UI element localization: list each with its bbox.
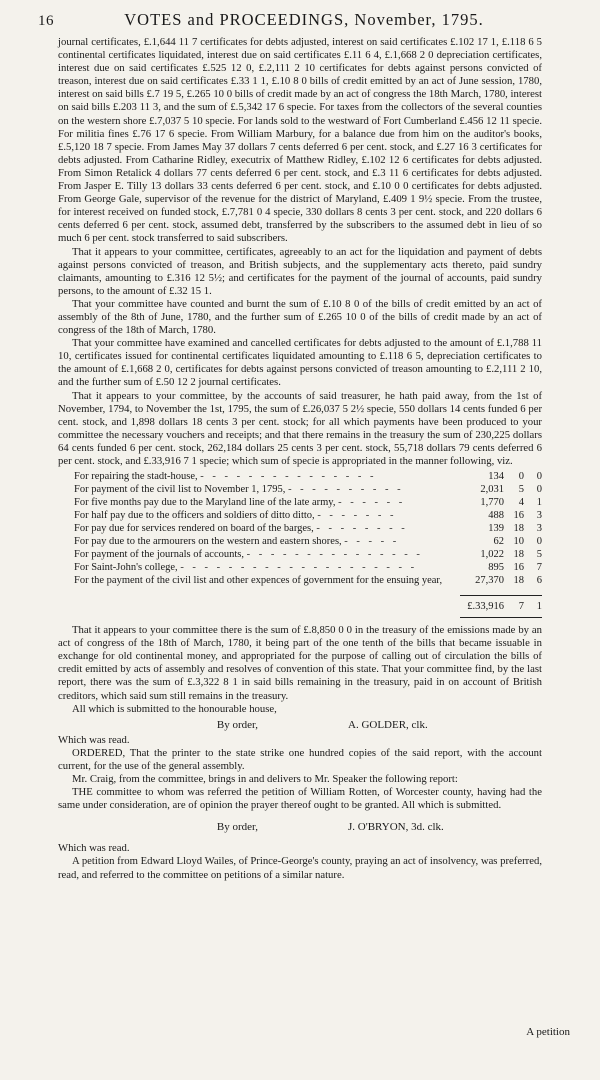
ledger-row: For five months pay due to the Maryland line of the late army, - - - - - - 1,770 4 1 bbox=[74, 497, 542, 509]
ledger-label: For pay due to the armourers on the western and eastern shores, bbox=[74, 536, 342, 548]
ledger-shillings: 18 bbox=[513, 575, 524, 587]
ledger-row: For repairing the stadt-house, - - - - - - - - - - - - - - - 134 0 0 bbox=[74, 471, 542, 483]
catchword: A petition bbox=[526, 1026, 570, 1038]
which-was-read: Which was read. bbox=[58, 733, 130, 746]
clerk-name: J. O'BRYON, 3d. clk. bbox=[348, 821, 444, 834]
ledger-total-shillings: 7 bbox=[518, 601, 524, 613]
ledger-label: For five months pay due to the Maryland line of the late army, bbox=[74, 497, 336, 509]
ledger-pence: 1 bbox=[536, 497, 542, 509]
ledger-pounds: 139 bbox=[488, 523, 504, 535]
paragraph-bills-burnt: That your committee have counted and burnt the sum of £.10 8 0 of the bills of credit emitted by an act of assembly of the 8th of June, 1780, and the further sum of £.265 10 0 of the bills of credit made by an act of congress of the 18th of March, 1780. bbox=[58, 297, 542, 337]
ledger-label: For half pay due to the officers and soldiers of ditto ditto, bbox=[74, 510, 315, 522]
ledger-pence: 5 bbox=[536, 549, 542, 561]
ledger-shillings: 18 bbox=[513, 523, 524, 535]
ledger-total-row bbox=[58, 600, 542, 613]
ledger-pounds: 488 bbox=[488, 510, 504, 522]
ledger-pounds: 2,031 bbox=[480, 484, 504, 496]
ledger-total-pounds: £.33,916 bbox=[467, 601, 504, 613]
paragraph-emissions: That it appears to your committee there is the sum of £.8,850 0 0 in the treasury of the emissions made by an act of congress of the 18th of March, 1780, it being part of the one tenth of the bills that became issuable in exchange for old continental money, and appropriated for the purpose of calling out of circulation the bills of credit emitted by acts of assembly and resolves of convention of this state. That your committee find, by the last report, there was the sum of £.3,322 8 1 in said bills remaining in the treasury, paid in on account of British creditors, which said sum still remains in the treasury. bbox=[58, 624, 542, 702]
ledger-pence: 0 bbox=[536, 536, 542, 548]
ledger-row: For payment of the journals of accounts, - - - - - - - - - - - - - - - 1,022 18 5 bbox=[74, 549, 542, 561]
submitted-line: All which is submitted to the honourable house, bbox=[72, 702, 277, 715]
ledger-shillings: 10 bbox=[513, 536, 524, 548]
ledger-label: For Saint-John's college, bbox=[74, 562, 178, 574]
total-rule bbox=[460, 595, 542, 596]
ledger-row: For pay due for services rendered on board of the barges, - - - - - - - - 139 18 3 bbox=[74, 523, 542, 535]
ledger-label: For repairing the stadt-house, bbox=[74, 471, 198, 483]
ledger-shillings: 16 bbox=[513, 510, 524, 522]
ledger-pence: 7 bbox=[536, 562, 542, 574]
ledger-pounds: 62 bbox=[493, 536, 504, 548]
ledger-shillings: 4 bbox=[518, 497, 524, 509]
ledger-pence: 0 bbox=[536, 471, 542, 483]
ledger-row: For half pay due to the officers and soldiers of ditto ditto, - - - - - - - 488 16 3 bbox=[74, 510, 542, 522]
closing-body bbox=[58, 842, 542, 881]
ledger-shillings: 0 bbox=[518, 471, 524, 483]
appropriation-ledger bbox=[58, 470, 542, 618]
running-title: VOTES and PROCEEDINGS, November, 1795. bbox=[124, 10, 484, 29]
opening-paragraph: journal certificates, £.1,644 11 7 certificates for debts adjusted, interest on said certificates £.102 17 1, £.118 6 5 continental certificates liquidated, interest due on said certificates £.11 6 4, £.1,668 2 0 depreciation certificates, interest due on said certificates £.525 12 0, £.2,111 2 10 certificates for debts against persons convicted of treason, interest due on said certificates £.33 1 1, £.10 8 0 bills of credit emitted by an act of June session, 1780, interest on said bills £.7 19 5, £.265 10 0 bills of credit made by an act of congress the 18th March, 1780, interest on said bills £.203 11 3, and the sum of £.5,342 17 6 specie. For taxes from the collectors of the several counties on the western shore £.7,037 5 10 specie. For lands sold to the westward of Fort Cumberland £.456 12 11 specie. For militia fines £.76 17 6 specie. From William Marbury, for a balance due from him on the auditor's books, £.5,120 18 7 specie. From James May 37 dollars 7 cents deferred 6 per cent. stock, and £.27 16 3 certificates for debts adjusted. From Catharine Ridley, executrix of Matthew Ridley, £.102 12 6 certificates for debts adjusted. From Simon Retalick 4 dollars 77 cents deferred 6 per cent. stock, and £.3 11 6 certificates for debts adjusted. From Jasper E. Tilly 13 dollars 33 cents deferred 6 per cent. stock, and £.10 0 0 certificates for debts adjusted. From George Gale, supervisor of the revenue for the district of Maryland, £.409 1 9½ specie. From the trustee, for interest received on funded stock, £.7,781 0 4 specie, 330 dollars 8 cents 3 per cent. stock, and 220 dollars 6 cents deferred 6 per cent. stock, assumed debt, transferred by the subscribers to the assumed debt in lieu of so much 6 per cent. stock transferred to said subscribers. bbox=[58, 36, 542, 245]
page-header bbox=[38, 10, 542, 36]
ledger-row: For Saint-John's college, - - - - - - - - - - - - - - - - - - - - 895 16 7 bbox=[74, 562, 542, 574]
ledger-pence: 3 bbox=[536, 523, 542, 535]
ledger-pounds: 1,770 bbox=[480, 497, 504, 509]
total-bottom-rule bbox=[460, 613, 542, 618]
clerk-name: A. GOLDER, clk. bbox=[348, 718, 428, 731]
ledger-row: For payment of the civil list to November 1, 1795, - - - - - - - - - - 2,031 5 0 bbox=[74, 484, 542, 496]
petition-paragraph: A petition from Edward Lloyd Wailes, of Prince-George's county, praying an act of insolvency, was preferred, read, and referred to the committee on petitions of a similar nature. bbox=[58, 855, 542, 881]
paragraph-treasurer-payments: That it appears to your committee, by the accounts of said treasurer, he hath paid away, from the 1st of November, 1794, to November the 1st, 1795, the sum of £.26,037 5 2½ specie, 550 dollars 14 cents funded 6 per cent. stock, and 1,898 dollars 18 cents 3 per cent. stock; for all which payments have been produced to your committee the necessary vouchers and receipts; and that there remains in the treasury the sum of 230,225 dollars 64 cents funded 6 per cent. stock, 262,184 dollars 25 cents 3 per cent. stock, 55,718 dollars 79 cents deferred 6 per cent. stock, and £.33,916 7 1 specie; which sum of specie is appropriated in the manner following, viz. bbox=[58, 389, 542, 467]
page-number: 16 bbox=[38, 13, 54, 29]
by-order-label: By order, bbox=[216, 718, 258, 731]
ledger-row: For pay due to the armourers on the western and eastern shores, - - - - - 62 10 0 bbox=[74, 536, 542, 548]
paragraph-certificates-paid: That it appears to your committee, certificates, agreeably to an act for the liquidation and payment of debts against persons convicted of treason, and British subjects, and the supplementary acts thereto, paid sundry claimants, amounting to £.316 12 5½; and certificates for the payment of the journal of accounts, paid sundry persons, to the amount of £.32 15 1. bbox=[58, 245, 542, 297]
ledger-shillings: 18 bbox=[513, 549, 524, 561]
ledger-label: For payment of the civil list to November 1, 1795, bbox=[74, 484, 286, 496]
by-order-label: By order, bbox=[216, 821, 258, 834]
ledger-pounds: 134 bbox=[488, 471, 504, 483]
ledger-pounds: 27,370 bbox=[475, 575, 504, 587]
ledger-pence: 0 bbox=[536, 484, 542, 496]
craig-report-intro: Mr. Craig, from the committee, brings in and delivers to Mr. Speaker the following report: bbox=[72, 773, 458, 786]
committee-report: THE committee to whom was referred the petition of William Rotten, of Worcester county, having had the same under consideration, are of opinion the prayer thereof ought to be granted. All which is submitted. bbox=[58, 786, 542, 812]
ledger-pence: 3 bbox=[536, 510, 542, 522]
report-body bbox=[58, 36, 542, 716]
ledger-shillings: 16 bbox=[513, 562, 524, 574]
ledger-shillings: 5 bbox=[518, 484, 524, 496]
ledger-pounds: 895 bbox=[488, 562, 504, 574]
ledger-label: For pay due for services rendered on board of the barges, bbox=[74, 523, 314, 535]
ledger-pounds: 1,022 bbox=[480, 549, 504, 561]
ledger-label: For the payment of the civil list and other expences of government for the ensuing year, bbox=[74, 575, 443, 587]
proceedings-body bbox=[58, 734, 542, 813]
ledger-total-pence: 1 bbox=[536, 601, 542, 613]
ledger-pence: 6 bbox=[536, 575, 542, 587]
paragraph-certificates-cancelled: That your committee have examined and cancelled certificates for debts adjusted to the amount of £.1,788 11 10, certificates issued for continental certificates liquidated amounting to £.118 6 5, depreciation certificates to the amount of £.1,668 2 0, certificates for debts against persons convicted of treason amounting to £.2,111 2 10, and the further sum of £.50 12 2 journal certificates. bbox=[58, 337, 542, 389]
which-was-read: Which was read. bbox=[58, 842, 130, 855]
signature-obryon bbox=[58, 820, 542, 834]
ledger-label: For payment of the journals of accounts, bbox=[74, 549, 244, 561]
ordered-paragraph: ORDERED, That the printer to the state strike one hundred copies of the said report, with the account current, for the use of the general assembly. bbox=[58, 746, 542, 772]
signature-golder bbox=[58, 718, 542, 732]
ledger-row bbox=[58, 574, 542, 587]
